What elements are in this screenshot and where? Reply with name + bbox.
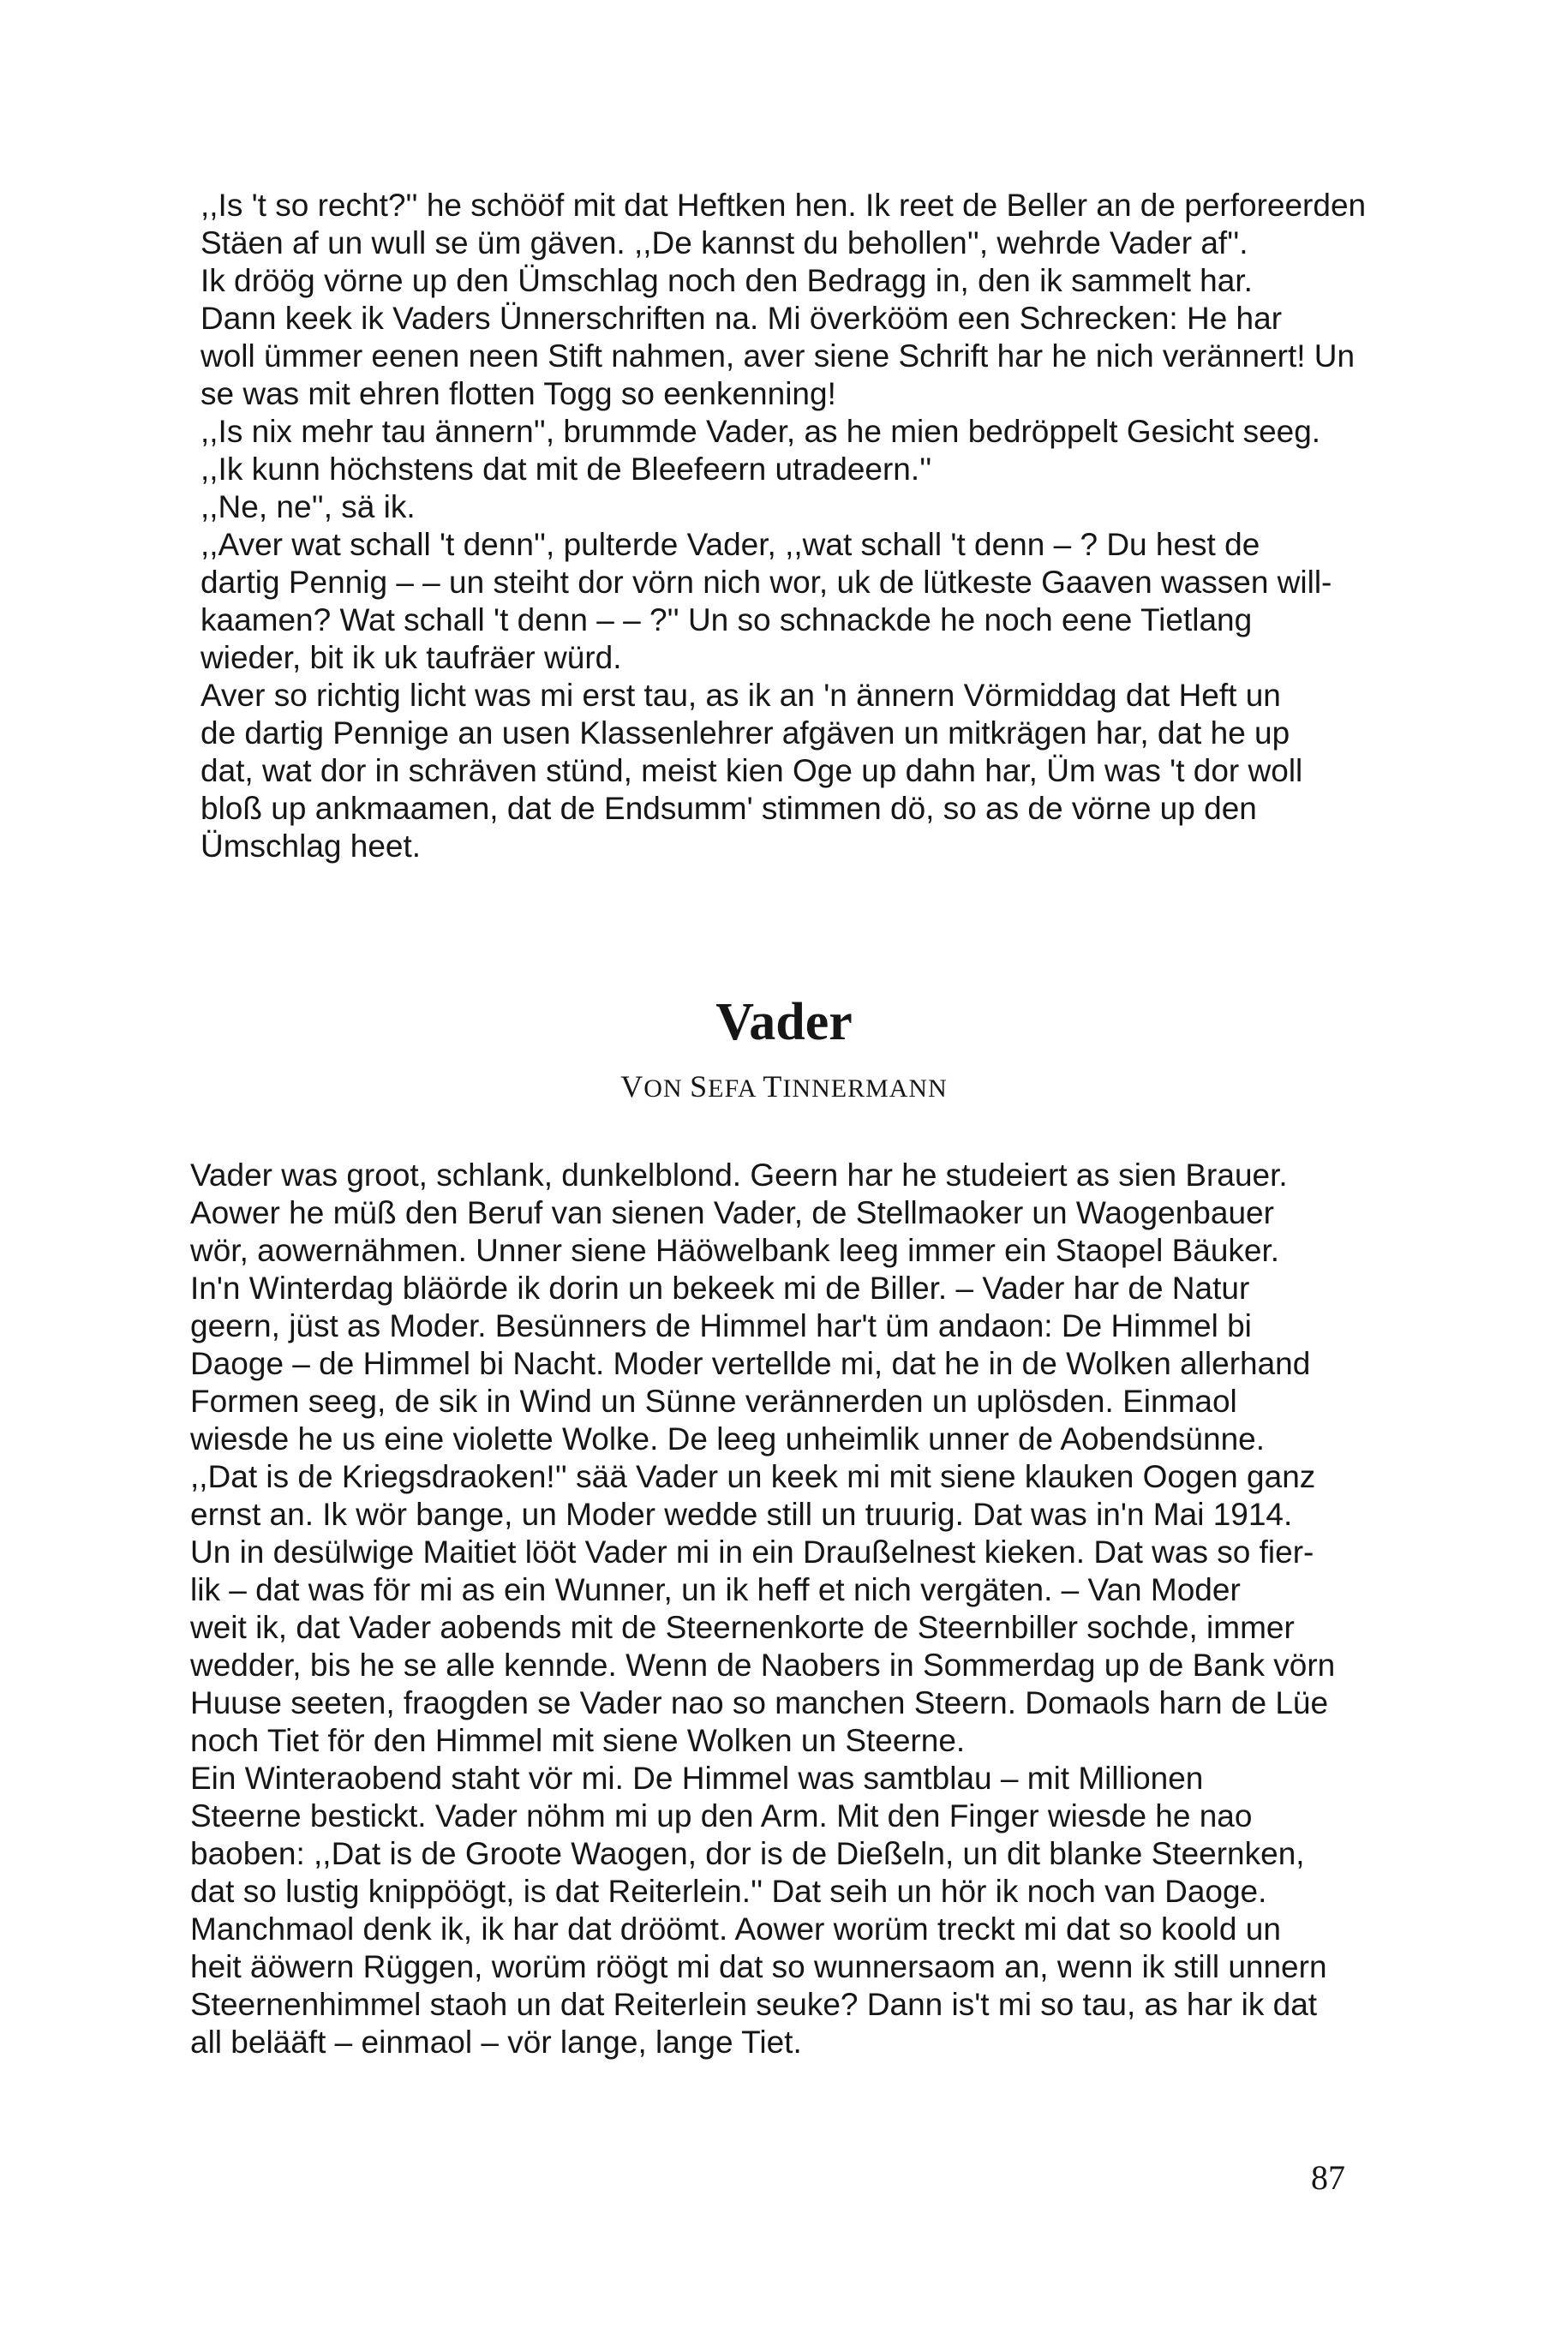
text-line: Ik dröög vörne up den Ümschlag noch den Bedragg in, den ik sammelt har. xyxy=(200,263,1253,298)
byline-first-rest: EFA xyxy=(708,1074,756,1103)
text-line: In'n Winterdag bläörde ik dorin un bekeek mi de Biller. – Vader har de Natur xyxy=(190,1271,1250,1306)
text-line: se was mit ehren flotten Togg so eenkenning! xyxy=(200,376,836,411)
text-line: weit ik, dat Vader aobends mit de Steernenkorte de Steernbiller sochde, immer xyxy=(190,1610,1295,1645)
text-line: Ein Winteraobend staht vör mi. De Himmel was samtblau – mit Millionen xyxy=(190,1761,1204,1796)
text-line: Ümschlag heet. xyxy=(200,829,422,864)
byline-von-initial: V xyxy=(620,1069,644,1104)
text-line: Aower he müß den Beruf van sienen Vader, de Stellmaoker un Waogenbauer xyxy=(190,1195,1274,1230)
text-line: heit äöwern Rüggen, worüm röögt mi dat so wunnersaom an, wenn ik still unnern xyxy=(190,1949,1327,1984)
byline-von-rest: ON xyxy=(643,1074,683,1103)
page-number: 87 xyxy=(1311,2158,1345,2197)
text-line: woll ümmer eenen neen Stift nahmen, aver siene Schrift har he nich verännert! Un xyxy=(200,338,1356,374)
text-line: wiesde he us eine violette Wolke. De leeg unheimlik unner de Aobendsünne. xyxy=(190,1421,1266,1457)
text-line: ,,Dat is de Kriegsdraoken!'' sää Vader un keek mi mit siene klauken Oogen ganz xyxy=(190,1459,1316,1494)
text-line: wieder, bit ik uk taufräer würd. xyxy=(200,640,622,675)
text-line: ernst an. Ik wör bange, un Moder wedde still un truurig. Dat was in'n Mai 1914. xyxy=(190,1497,1293,1532)
story-byline xyxy=(0,1071,1568,1104)
text-line: lik – dat was för mi as ein Wunner, un ik heff et nich vergäten. – Van Moder xyxy=(190,1572,1241,1607)
text-line: ,,Ik kunn höchstens dat mit de Bleefeern utradeern.'' xyxy=(200,452,932,487)
byline-last-initial: T xyxy=(763,1069,783,1104)
text-line: Dann keek ik Vaders Ünnerschriften na. Mi överkööm een Schrecken: He har xyxy=(200,301,1283,336)
text-line: Huuse seeten, fraogden se Vader nao so manchen Steern. Domaols harn de Lüe xyxy=(190,1685,1329,1720)
text-line: ,,Aver wat schall 't denn'', pulterde Vader, ,,wat schall 't denn – ? Du hest de xyxy=(200,527,1260,562)
text-line: ,,Ne, ne'', sä ik. xyxy=(200,489,416,524)
text-line: dartig Pennig – – un steiht dor vörn nich wor, uk de lütkeste Gaaven wassen will- xyxy=(200,565,1332,600)
text-line: dat so lustig knippöögt, is dat Reiterlein.'' Dat seih un hör ik noch van Daoge. xyxy=(190,1874,1267,1909)
story-title: Vader xyxy=(715,993,853,1051)
text-line: dat, wat dor in schräven stünd, meist kien Oge up dahn har, Üm was 't dor woll xyxy=(200,753,1303,788)
text-line: geern, jüst as Moder. Besünners de Himmel har't üm andaon: De Himmel bi xyxy=(190,1308,1252,1343)
text-line: ,,Is 't so recht?'' he schööf mit dat Heftken hen. Ik reet de Beller an de perforeerden xyxy=(200,188,1367,223)
text-line: Formen seeg, de sik in Wind un Sünne verännerden un uplösden. Einmaol xyxy=(190,1384,1237,1419)
text-line: Aver so richtig licht was mi erst tau, as ik an 'n ännern Vörmiddag dat Heft un xyxy=(200,678,1281,713)
text-line: Steerne bestickt. Vader nöhm mi up den Arm. Mit den Finger wiesde he nao xyxy=(190,1798,1253,1833)
text-line: all belääft – einmaol – vör lange, lange Tiet. xyxy=(190,2025,802,2060)
text-line: de dartig Pennige an usen Klassenlehrer afgäven un mitkrägen har, dat he up xyxy=(200,715,1290,751)
text-line: Un in desülwige Maitiet lööt Vader mi in ein Draußelnest kieken. Dat was so fier- xyxy=(190,1534,1314,1570)
text-line: Steernenhimmel staoh un dat Reiterlein seuke? Dann is't mi so tau, as har ik dat xyxy=(190,1987,1318,2022)
text-line: bloß up ankmaamen, dat de Endsumm' stimmen dö, so as de vörne up den xyxy=(200,791,1257,826)
text-line: wör, aowernähmen. Unner siene Häöwelbank leeg immer ein Staopel Bäuker. xyxy=(190,1233,1280,1268)
text-line: Manchmaol denk ik, ik har dat dröömt. Aower worüm treckt mi dat so koold un xyxy=(190,1911,1281,1947)
byline-last-rest: INNERMANN xyxy=(782,1074,948,1103)
text-line: Vader was groot, schlank, dunkelblond. Geern har he studeiert as sien Brauer. xyxy=(190,1158,1288,1193)
byline-first-initial: S xyxy=(690,1069,709,1104)
text-line: Daoge – de Himmel bi Nacht. Moder vertellde mi, dat he in de Wolken allerhand xyxy=(190,1346,1311,1381)
text-line: wedder, bis he se alle kennde. Wenn de Naobers in Sommerdag up de Bank vörn xyxy=(190,1648,1336,1683)
text-line: ,,Is nix mehr tau ännern'', brummde Vader, as he mien bedröppelt Gesicht seeg. xyxy=(200,414,1321,449)
text-line: kaamen? Wat schall 't denn – – ?'' Un so schnackde he noch eene Tietlang xyxy=(200,602,1253,637)
text-line: noch Tiet för den Himmel mit siene Wolken un Steerne. xyxy=(190,1723,966,1758)
text-line: baoben: ,,Dat is de Groote Waogen, dor is de Dießeln, un dit blanke Steernken, xyxy=(190,1836,1305,1871)
text-line: Stäen af un wull se üm gäven. ,,De kannst du behollen'', wehrde Vader af''. xyxy=(200,225,1248,260)
